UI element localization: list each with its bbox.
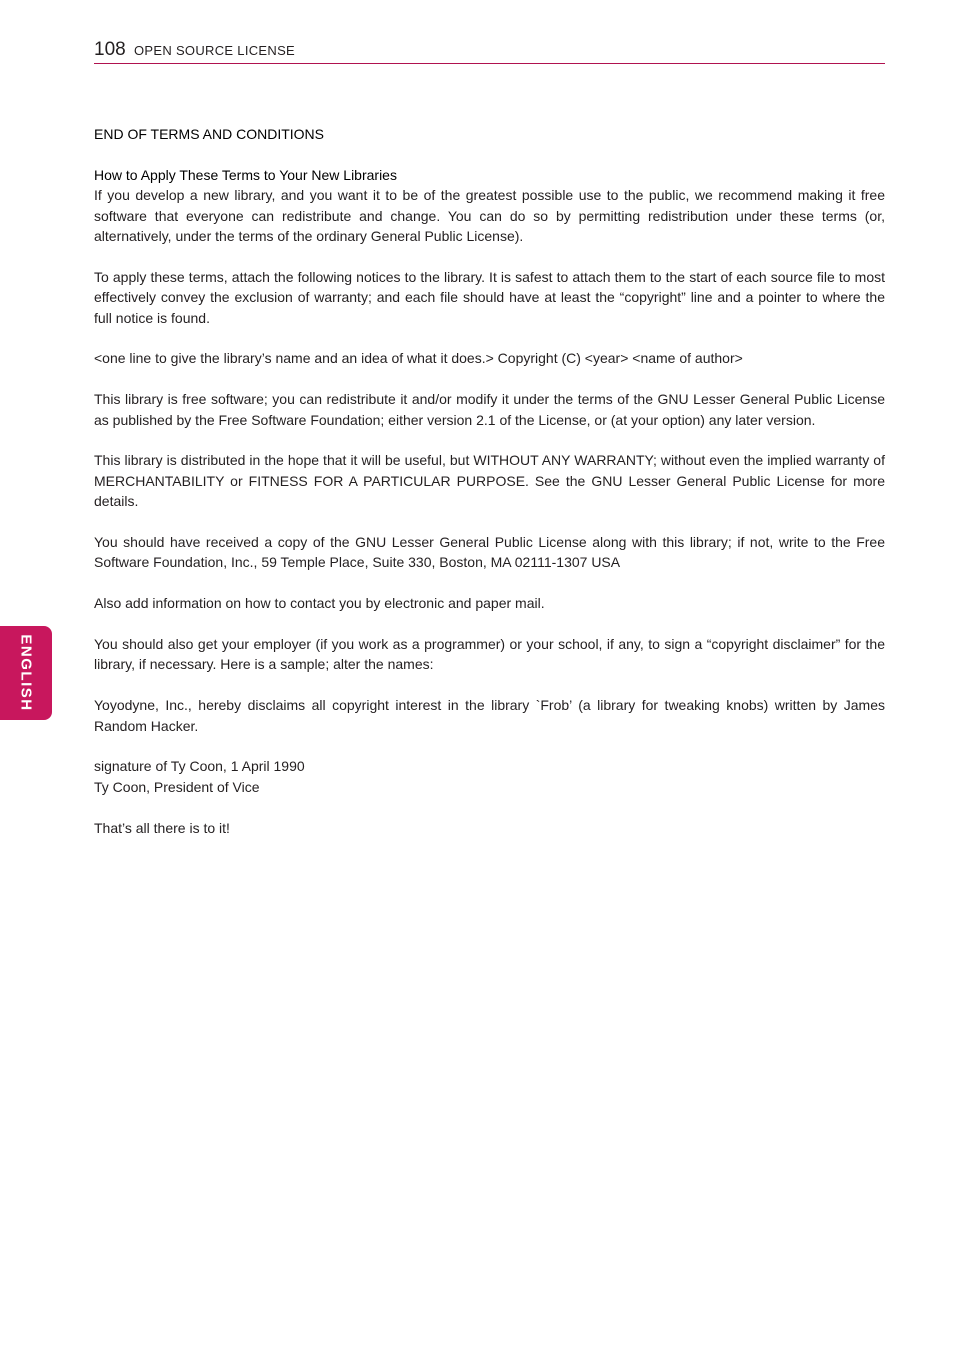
license-body [94, 124, 885, 858]
apply-terms-heading: How to Apply These Terms to Your New Libraries [94, 166, 397, 183]
language-tab [0, 626, 52, 720]
signature-title: Ty Coon, President of Vice [94, 778, 260, 795]
page-number: 108 [94, 39, 126, 60]
paragraph: This library is distributed in the hope that it will be useful, but WITHOUT ANY WARRANTY; without even the implied warranty of MERCHANTABILITY or FITNESS FOR A PARTICULAR PURPOSE. See the GNU Lesser General Public License for more details. [94, 452, 885, 510]
paragraph: You should also get your employer (if you work as a programmer) or your school, if any, to sign a “copyright disclaimer” for the library, if necessary. Here is a sample; alter the names: [94, 636, 885, 673]
paragraph: <one line to give the library’s name and an idea of what it does.> Copyright (C) <year> <name of author> [94, 350, 743, 367]
paragraph: If you develop a new library, and you want it to be of the greatest possible use to the public, we recommend making it free software that everyone can redistribute and change. You can do so by permitting redistribution under these terms (or, alternatively, under the terms of the ordinary General Public License). [94, 187, 885, 245]
language-tab-label: ENGLISH [17, 634, 35, 712]
end-of-terms-heading: END OF TERMS AND CONDITIONS [94, 126, 324, 142]
closing-line: That’s all there is to it! [94, 819, 230, 836]
paragraph: Also add information on how to contact you by electronic and paper mail. [94, 595, 545, 612]
paragraph: To apply these terms, attach the following notices to the library. It is safest to attach them to the start of each source file to most effectively convey the exclusion of warranty; and each file should have at least the “copyright” line and a pointer to where the full notice is found. [94, 268, 885, 326]
paragraph: You should have received a copy of the GNU Lesser General Public License along with this library; if not, write to the Free Software Foundation, Inc., 59 Temple Place, Suite 330, Boston, MA 02111-1307 USA [94, 534, 885, 571]
page-header [94, 38, 885, 64]
paragraph: This library is free software; you can redistribute it and/or modify it under the terms of the GNU Lesser General Public License as published by the Free Software Foundation; either version 2.1 of the License, or (at your option) any later version. [94, 391, 885, 428]
section-title: OPEN SOURCE LICENSE [134, 43, 296, 58]
paragraph: Yoyodyne, Inc., hereby disclaims all copyright interest in the library `Frob’ (a library for tweaking knobs) written by James Random Hacker. [94, 697, 885, 734]
signature-line: signature of Ty Coon, 1 April 1990 [94, 758, 305, 775]
